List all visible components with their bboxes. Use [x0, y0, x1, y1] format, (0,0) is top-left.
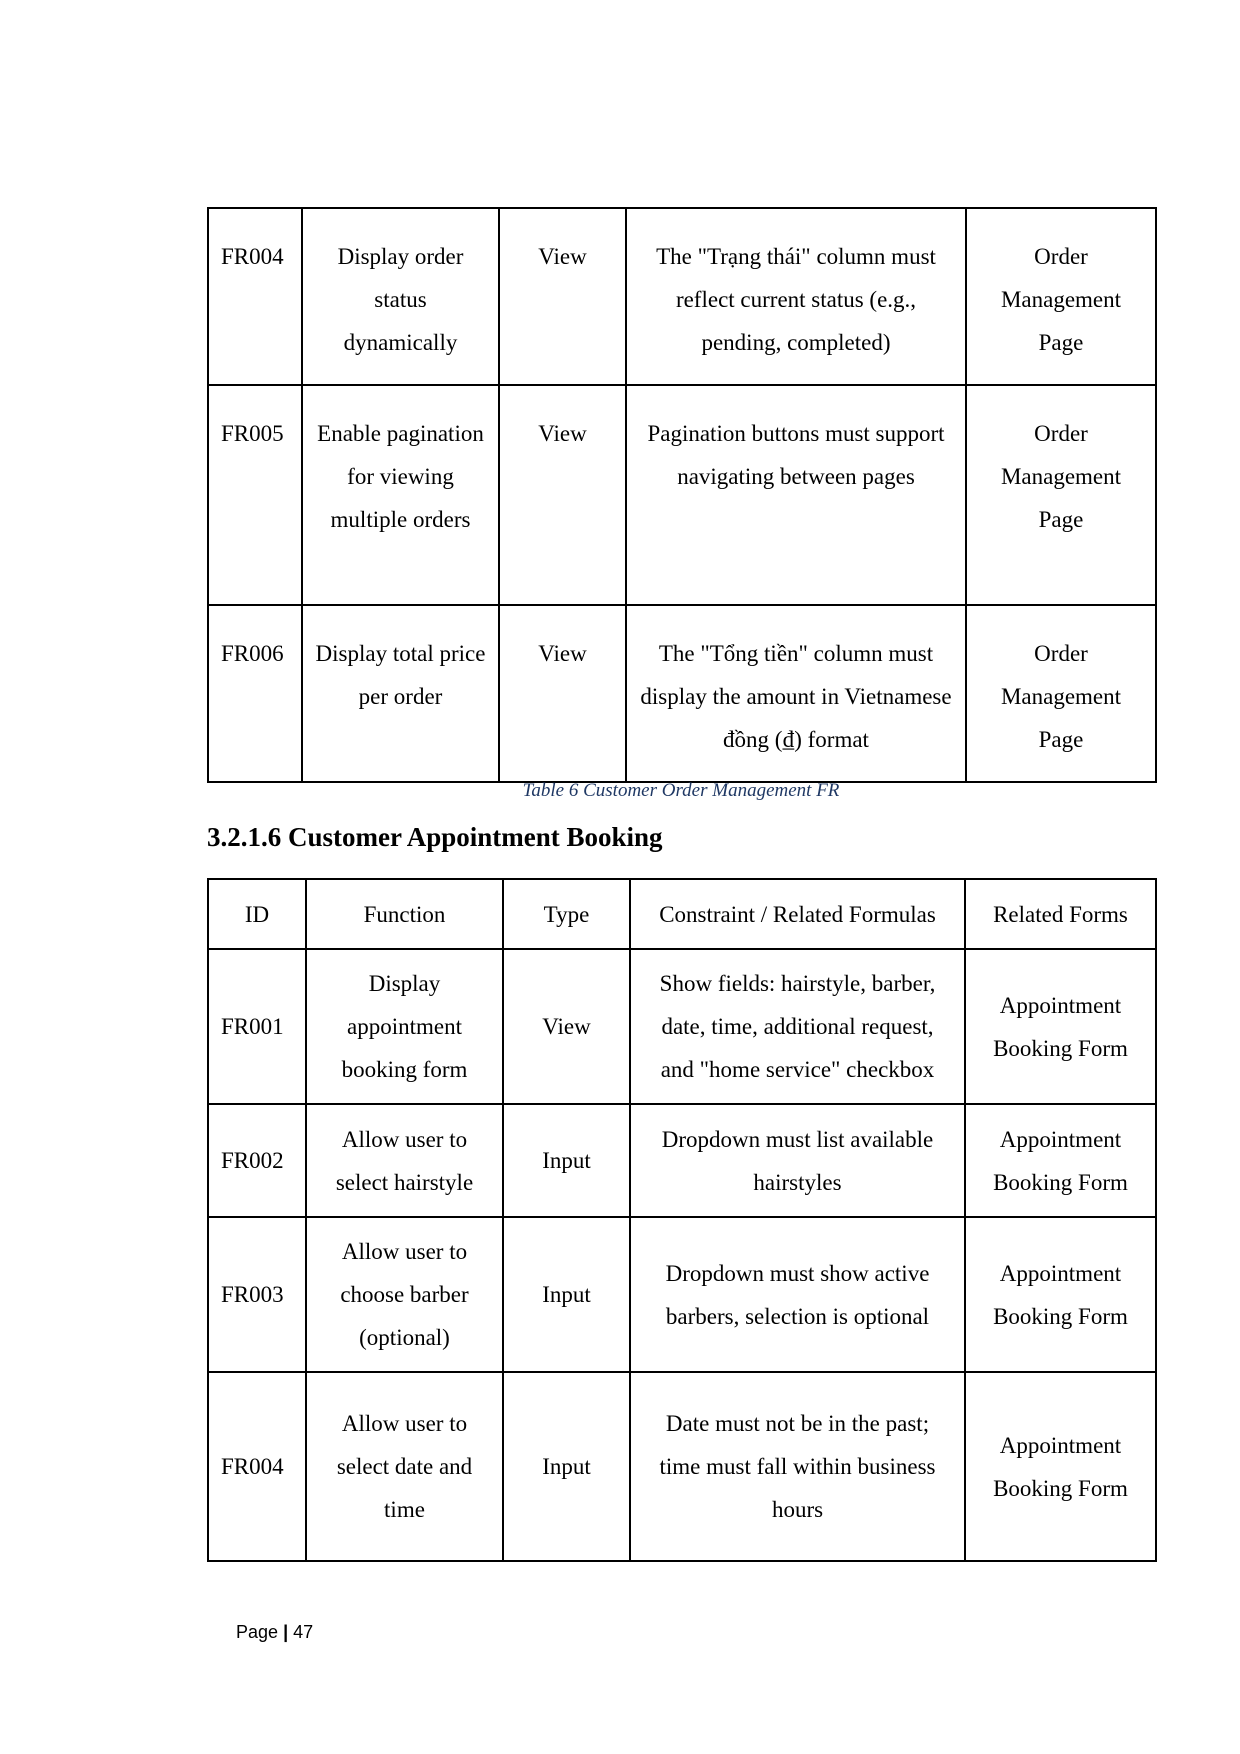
- constraint-cell: Date must not be in the past; time must fall within business hours: [630, 1372, 965, 1561]
- fr-id-cell: FR003: [208, 1217, 306, 1372]
- function-cell: Display appointment booking form: [306, 949, 503, 1104]
- type-cell: Input: [503, 1104, 630, 1217]
- header-id: ID: [208, 879, 306, 949]
- table-row: [208, 1372, 1156, 1561]
- table-header-row: [208, 879, 1156, 949]
- table-row: [208, 208, 1156, 385]
- related-forms-cell: Appointment Booking Form: [965, 1104, 1156, 1217]
- page-label: Page: [236, 1622, 279, 1642]
- fr-id-cell: FR006: [208, 605, 302, 782]
- type-cell: View: [499, 208, 626, 385]
- related-forms-cell: Order Management Page: [966, 208, 1156, 385]
- constraint-cell: Show fields: hairstyle, barber, date, time, additional request, and "home service" checkbox: [630, 949, 965, 1104]
- related-forms-cell: Order Management Page: [966, 605, 1156, 782]
- table-row: [208, 1104, 1156, 1217]
- constraint-cell: The "Trạng thái" column must reflect current status (e.g., pending, completed): [626, 208, 966, 385]
- fr-id-cell: FR002: [208, 1104, 306, 1217]
- table-row: [208, 1217, 1156, 1372]
- table-caption: Table 6 Customer Order Management FR: [522, 780, 840, 801]
- function-cell: Allow user to choose barber (optional): [306, 1217, 503, 1372]
- constraint-cell: The "Tổng tiền" column must display the amount in Vietnamese đồng (₫) format: [626, 605, 966, 782]
- fr-id-cell: FR004: [208, 1372, 306, 1561]
- header-function: Function: [306, 879, 503, 949]
- type-cell: View: [503, 949, 630, 1104]
- type-cell: Input: [503, 1372, 630, 1561]
- fr-id-cell: FR005: [208, 385, 302, 605]
- related-forms-cell: Appointment Booking Form: [965, 949, 1156, 1104]
- table-row: [208, 385, 1156, 605]
- order-management-fr-table: [207, 207, 1157, 783]
- type-cell: View: [499, 605, 626, 782]
- type-cell: Input: [503, 1217, 630, 1372]
- function-cell: Display order status dynamically: [302, 208, 499, 385]
- fr-id-cell: FR001: [208, 949, 306, 1104]
- appointment-booking-fr-table: [207, 878, 1157, 1562]
- function-cell: Display total price per order: [302, 605, 499, 782]
- function-cell: Allow user to select date and time: [306, 1372, 503, 1561]
- section-heading: 3.2.1.6 Customer Appointment Booking: [207, 822, 663, 852]
- related-forms-cell: Appointment Booking Form: [965, 1217, 1156, 1372]
- page-number: 47: [293, 1622, 314, 1642]
- header-related-forms: Related Forms: [965, 879, 1156, 949]
- header-type: Type: [503, 879, 630, 949]
- function-cell: Enable pagination for viewing multiple orders: [302, 385, 499, 605]
- table-row: [208, 605, 1156, 782]
- table-row: [208, 949, 1156, 1104]
- constraint-cell: Dropdown must show active barbers, selection is optional: [630, 1217, 965, 1372]
- constraint-cell: Dropdown must list available hairstyles: [630, 1104, 965, 1217]
- header-constraint: Constraint / Related Formulas: [630, 879, 965, 949]
- related-forms-cell: Appointment Booking Form: [965, 1372, 1156, 1561]
- type-cell: View: [499, 385, 626, 605]
- function-cell: Allow user to select hairstyle: [306, 1104, 503, 1217]
- fr-id-cell: FR004: [208, 208, 302, 385]
- page-footer: [236, 1622, 313, 1643]
- related-forms-cell: Order Management Page: [966, 385, 1156, 605]
- constraint-cell: Pagination buttons must support navigating between pages: [626, 385, 966, 605]
- page-separator: |: [283, 1622, 289, 1642]
